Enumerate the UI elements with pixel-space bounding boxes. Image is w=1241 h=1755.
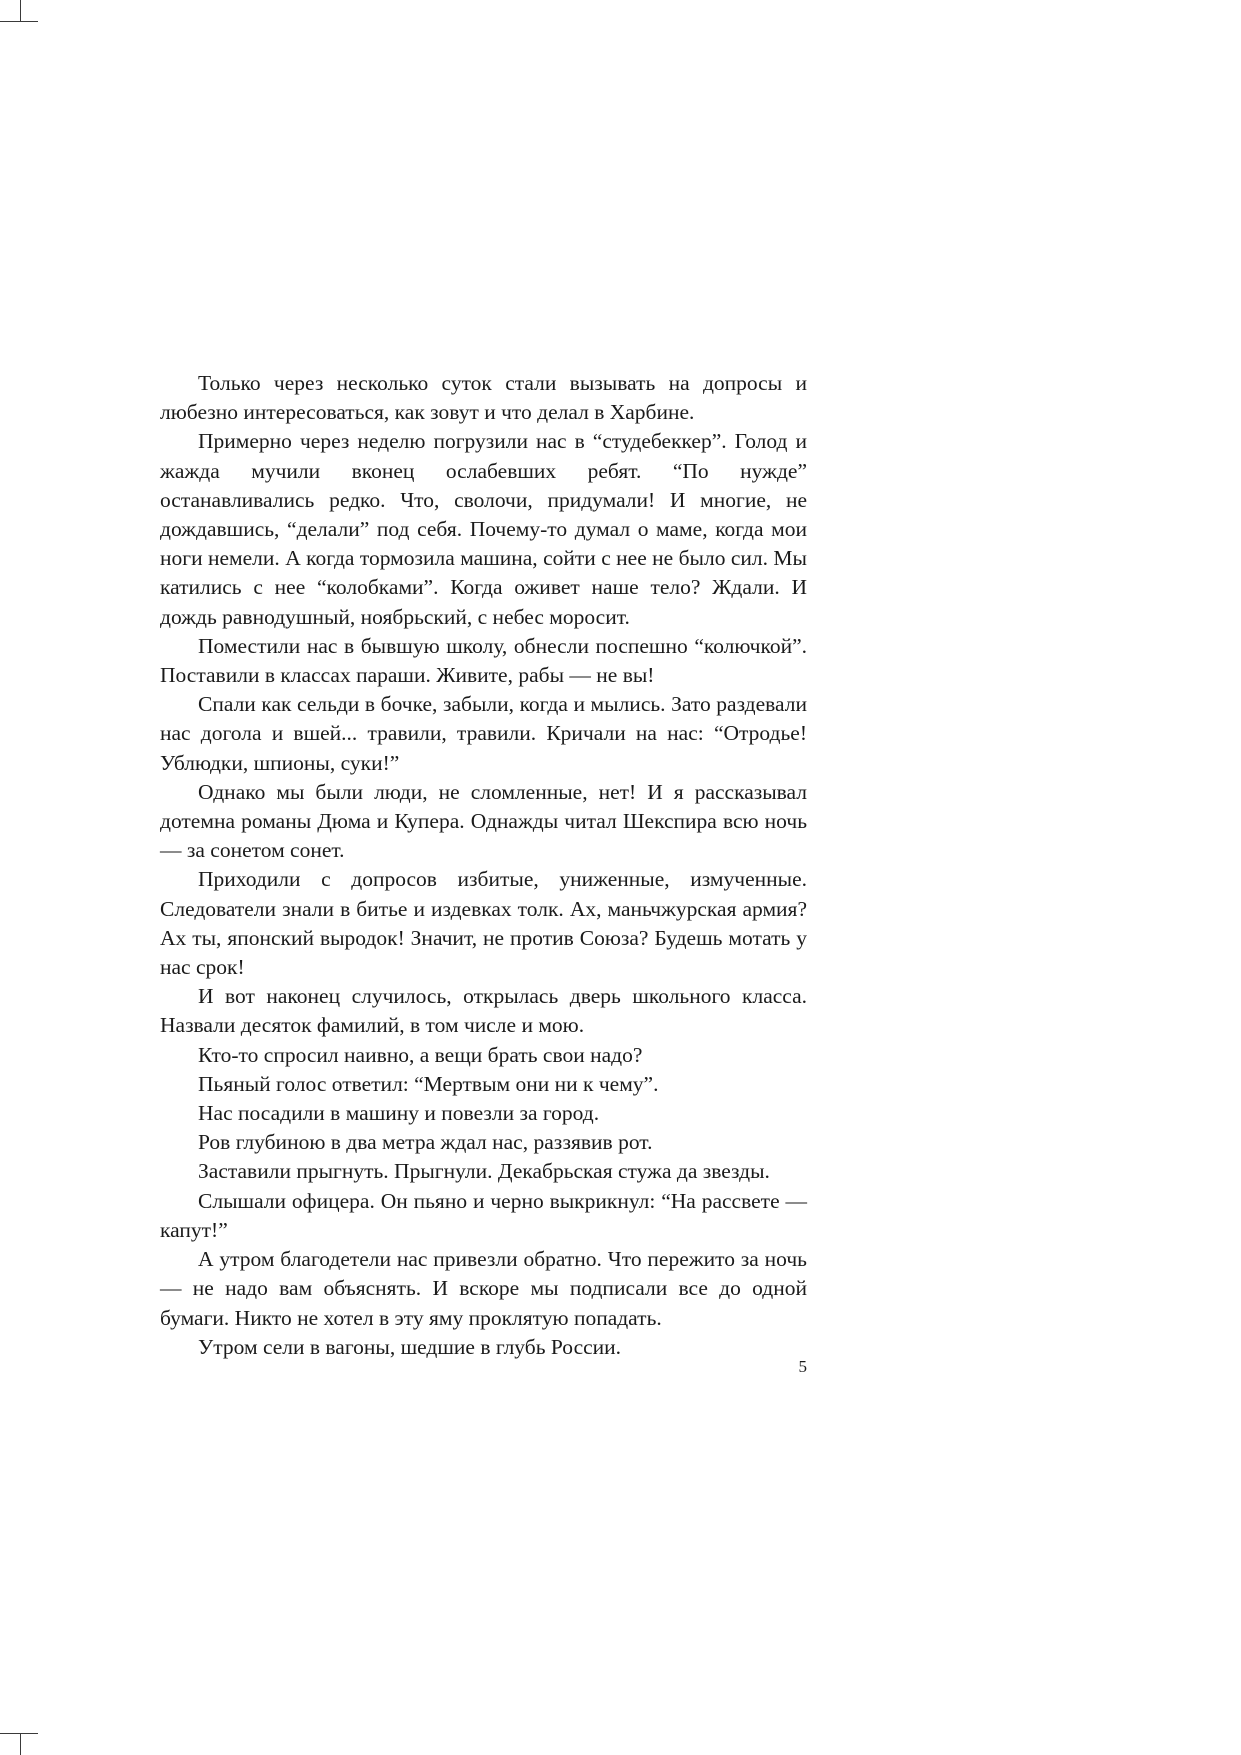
paragraph: Примерно через неделю погрузили нас в “студебеккер”. Голод и жажда мучили вконец ослабевших ребят. “По нужде” останавливались редко. Что, сволочи, придумали! И многие, не дождавшись, “делали” под себя. Почему-то думал о маме, когда мои ноги немели. А когда тормозила машина, сойти с нее не было сил. Мы катились с нее “колобками”. Когда оживет наше тело? Ждали. И дождь равнодушный, ноябрьский, с небес моросит. xyxy=(160,429,807,629)
paragraph: Ров глубиною в два метра ждал нас, раззявив рот. xyxy=(198,1130,653,1155)
paragraph: Пьяный голос ответил: “Мертвым они ни к чему”. xyxy=(198,1071,659,1096)
paragraph: Кто-то спросил наивно, а вещи брать свои надо? xyxy=(198,1042,643,1067)
body-text xyxy=(160,369,807,1362)
paragraph: Поместили нас в бывшую школу, обнесли поспешно “колючкой”. Поставили в классах параши. Живите, рабы — не вы! xyxy=(160,633,807,688)
paragraph: Утром сели в вагоны, шедшие в глубь России. xyxy=(198,1334,622,1359)
paragraph: Заставили прыгнуть. Прыгнули. Декабрьская стужа да звезды. xyxy=(198,1159,770,1184)
paragraph: Спали как сельди в бочке, забыли, когда и мылись. Зато раздевали нас догола и вшей... травили, травили. Кричали на нас: “Отродье! Ублюдки, шпионы, суки!” xyxy=(160,692,807,775)
paragraph: Слышали офицера. Он пьяно и черно выкрикнул: “На рассвете — капут!” xyxy=(160,1188,807,1242)
crop-mark-top-left-vertical xyxy=(20,0,21,21)
paragraph: Однако мы были люди, не сломленные, нет! И я рассказывал дотемна романы Дюма и Купера. Однажды читал Шекспира всю ночь — за сонетом сонет. xyxy=(160,779,807,863)
crop-mark-bottom-left-horizontal xyxy=(0,1733,38,1734)
paragraph: Приходили с допросов избитые, униженные, измученные. Следователи знали в битье и издевках толк. Ах, маньчжурская армия? Ах ты, японский выродок! Значит, не против Союза? Будешь мотать у нас срок! xyxy=(160,867,807,980)
crop-mark-bottom-left-vertical xyxy=(20,1733,21,1755)
paragraph: А утром благодетели нас привезли обратно. Что пережито за ночь — не надо вам объяснять. И вскоре мы подписали все до одной бумаги. Никто не хотел в эту яму проклятую попадать. xyxy=(160,1247,807,1330)
page-number: 5 xyxy=(798,1357,807,1376)
paragraph: Нас посадили в машину и повезли за город. xyxy=(198,1101,600,1126)
crop-mark-top-left-horizontal xyxy=(0,21,38,22)
paragraph: И вот наконец случилось, открылась дверь школьного класса. Назвали десяток фамилий, в том числе и мою. xyxy=(160,984,807,1038)
paragraph: Только через несколько суток стали вызывать на допросы и любезно интересоваться, как зовут и что делал в Харбине. xyxy=(160,371,807,425)
